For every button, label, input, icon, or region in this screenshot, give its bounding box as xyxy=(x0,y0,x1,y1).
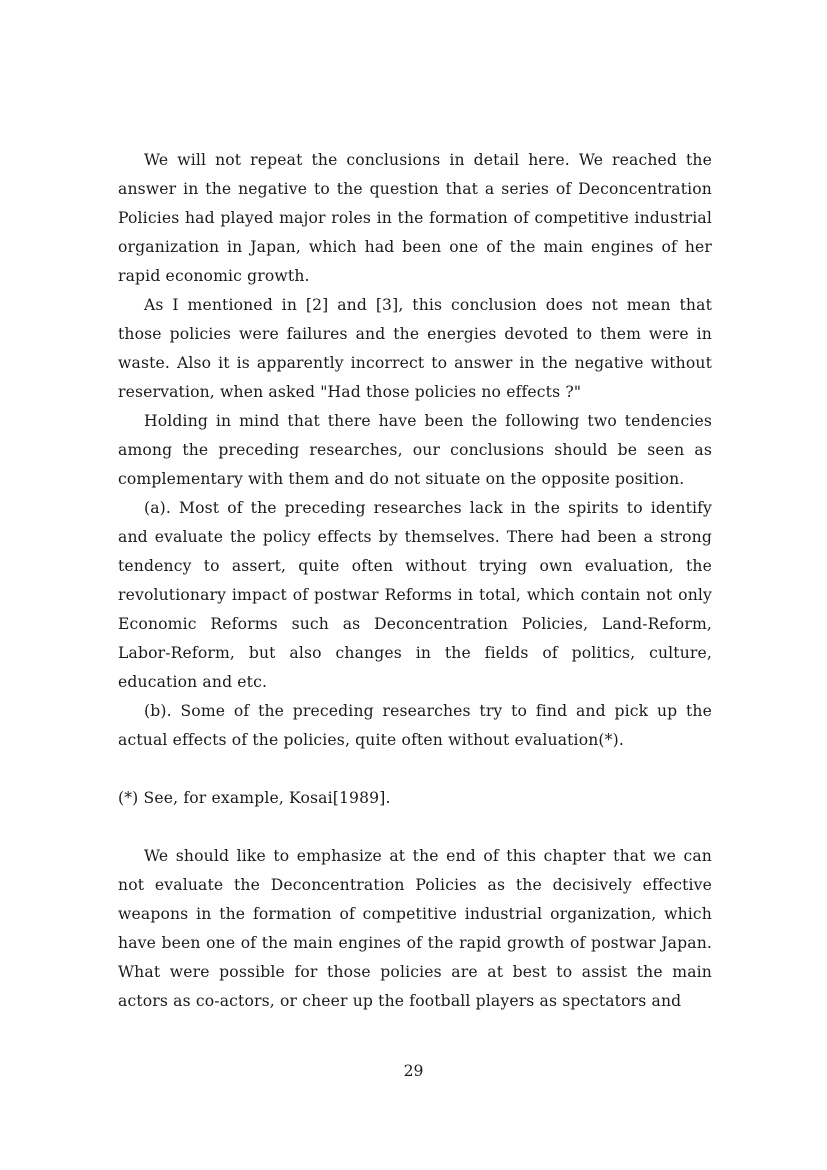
list-item-a: (a). Most of the preceding researches lack in the spirits to identify and evaluate the policy effects by themselves. There had been a strong tendency to assert, quite often without trying own evaluation, the revolutionary impact of postwar Reforms in total, which contain not only Economic Reforms such as Deconcentration Policies, Land-Reform, Labor-Reform, but also changes in the fields of politics, culture, education and etc. xyxy=(118,499,712,691)
footnote: (*) See, for example, Kosai[1989]. xyxy=(118,789,391,807)
paragraph-tendencies: Holding in mind that there have been the following two tendencies among the preceding researches, our conclusions should be seen as complementary with them and do not situate on the opposite position. xyxy=(118,412,712,488)
paragraph-closing: We should like to emphasize at the end of this chapter that we can not evaluate the Deconcentration Policies as the decisively effective weapons in the formation of competitive industrial organization, which have been one of the main engines of the rapid growth of postwar Japan. What were possible for those policies are at best to assist the main actors as co-actors, or cheer up the football players as spectators and xyxy=(118,847,712,1010)
closing-text-block xyxy=(118,842,712,1016)
paragraph-not-failures: As I mentioned in [2] and [3], this conclusion does not mean that those policies were failures and the energies devoted to them were in waste. Also it is apparently incorrect to answer in the negative without reservation, when asked "Had those policies no effects ?" xyxy=(118,296,712,401)
footnote-block xyxy=(118,784,712,813)
paragraph-conclusions: We will not repeat the conclusions in detail here. We reached the answer in the negative to the question that a series of Deconcentration Policies had played major roles in the formation of competitive industrial organization in Japan, which had been one of the main engines of her rapid economic growth. xyxy=(118,151,712,285)
main-text-block xyxy=(118,146,712,755)
page-number: 29 xyxy=(403,1062,424,1080)
list-item-b: (b). Some of the preceding researches try to find and pick up the actual effects of the policies, quite often without evaluation(*). xyxy=(118,702,712,749)
